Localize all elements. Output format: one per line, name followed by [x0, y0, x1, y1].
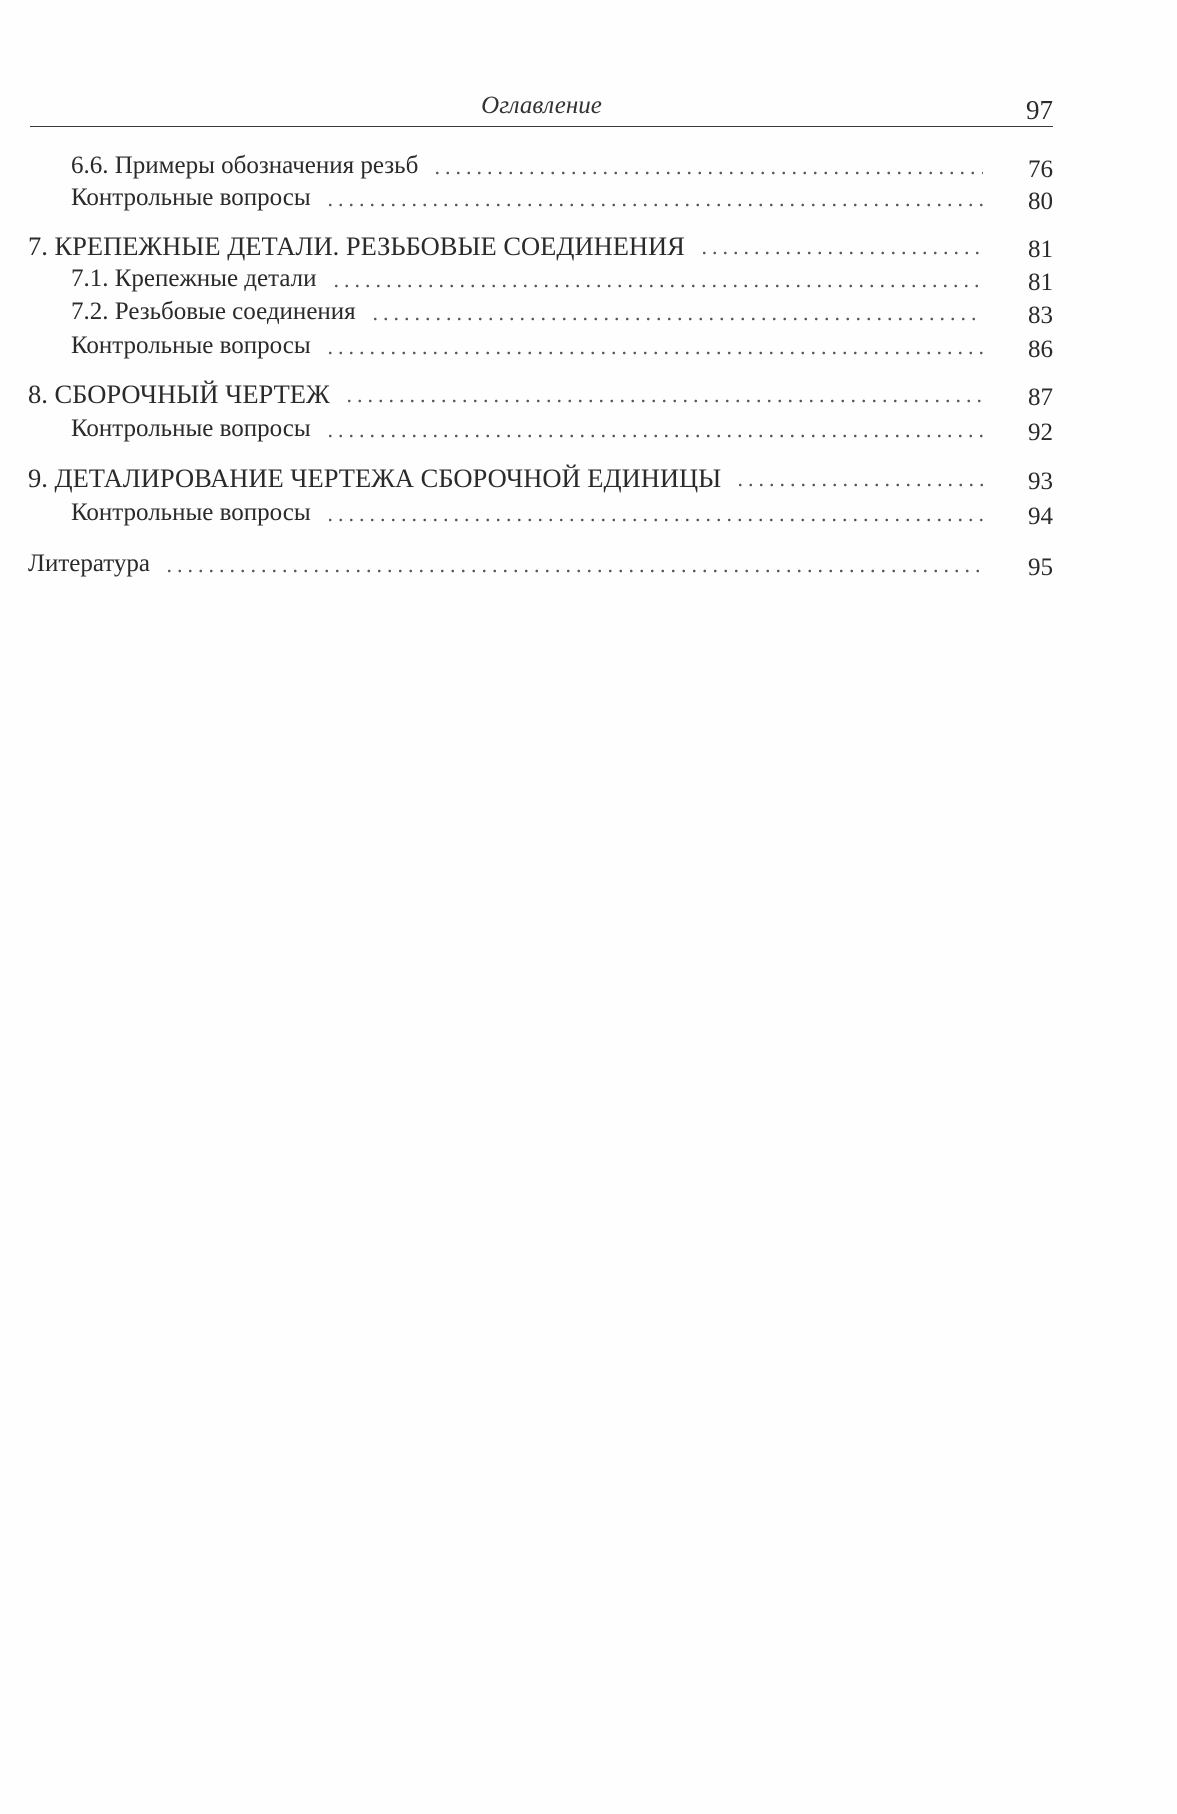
toc-entry	[28, 497, 1053, 530]
toc-entry	[28, 330, 1053, 363]
toc-entry	[28, 182, 1053, 215]
toc-entry-page: 81	[1028, 269, 1053, 296]
toc-dot-leader	[699, 251, 983, 255]
toc-entry-title: 7.1. Крепежные детали	[71, 265, 317, 292]
toc-entry	[28, 150, 1053, 183]
toc-entry-title: 9. ДЕТАЛИРОВАНИЕ ЧЕРТЕЖА СБОРОЧНОЙ ЕДИНИЦЫ	[28, 463, 722, 493]
toc-entry-title: 8. СБОРОЧНЫЙ ЧЕРТЕЖ	[28, 379, 330, 409]
toc-entry-page: 93	[1028, 468, 1053, 495]
toc-entry-title: 7.2. Резьбовые соединения	[71, 298, 356, 325]
toc-entry-page: 92	[1028, 419, 1053, 446]
toc-entry-page: 81	[1028, 236, 1053, 263]
page-number: 97	[1026, 95, 1053, 125]
toc-entry-bibliography	[28, 548, 1053, 581]
toc-entry-title: 7. КРЕПЕЖНЫЕ ДЕТАЛИ. РЕЗЬБОВЫЕ СОЕДИНЕНИЯ	[28, 231, 685, 261]
toc-entry-title: Контрольные вопросы	[71, 415, 311, 442]
toc-chapter-entry	[28, 230, 1053, 263]
toc-entry	[28, 263, 1053, 296]
running-header-title: Оглавление	[481, 92, 602, 119]
toc-entry	[28, 413, 1053, 446]
running-header	[30, 92, 1053, 127]
toc-dot-leader	[735, 483, 983, 487]
toc-entry-title: Контрольные вопросы	[71, 332, 311, 359]
toc-chapter-entry	[28, 462, 1053, 495]
toc-dot-leader	[370, 317, 983, 321]
toc-entry-page: 95	[1028, 554, 1053, 581]
toc-dot-leader	[325, 203, 983, 207]
toc-entry-title: Контрольные вопросы	[71, 184, 311, 211]
toc-entry-title: 6.6. Примеры обозначения резьб	[71, 152, 419, 179]
toc-dot-leader	[164, 569, 983, 573]
toc-dot-leader	[331, 284, 983, 288]
toc-dot-leader	[432, 171, 983, 175]
toc-entry-page: 87	[1028, 384, 1053, 411]
toc-dot-leader	[325, 351, 983, 355]
toc-dot-leader	[325, 434, 983, 438]
toc-entry-page: 80	[1028, 188, 1053, 215]
toc-dot-leader	[344, 399, 983, 403]
toc-entry-page: 94	[1028, 503, 1053, 530]
toc-entry-page: 83	[1028, 302, 1053, 329]
toc-entry-page: 76	[1028, 156, 1053, 183]
toc-chapter-entry	[28, 378, 1053, 411]
toc-entry-title: Литература	[28, 550, 150, 577]
toc-entry	[28, 296, 1053, 329]
toc-entry-page: 86	[1028, 336, 1053, 363]
toc-entry-title: Контрольные вопросы	[71, 499, 311, 526]
toc-dot-leader	[325, 518, 983, 522]
